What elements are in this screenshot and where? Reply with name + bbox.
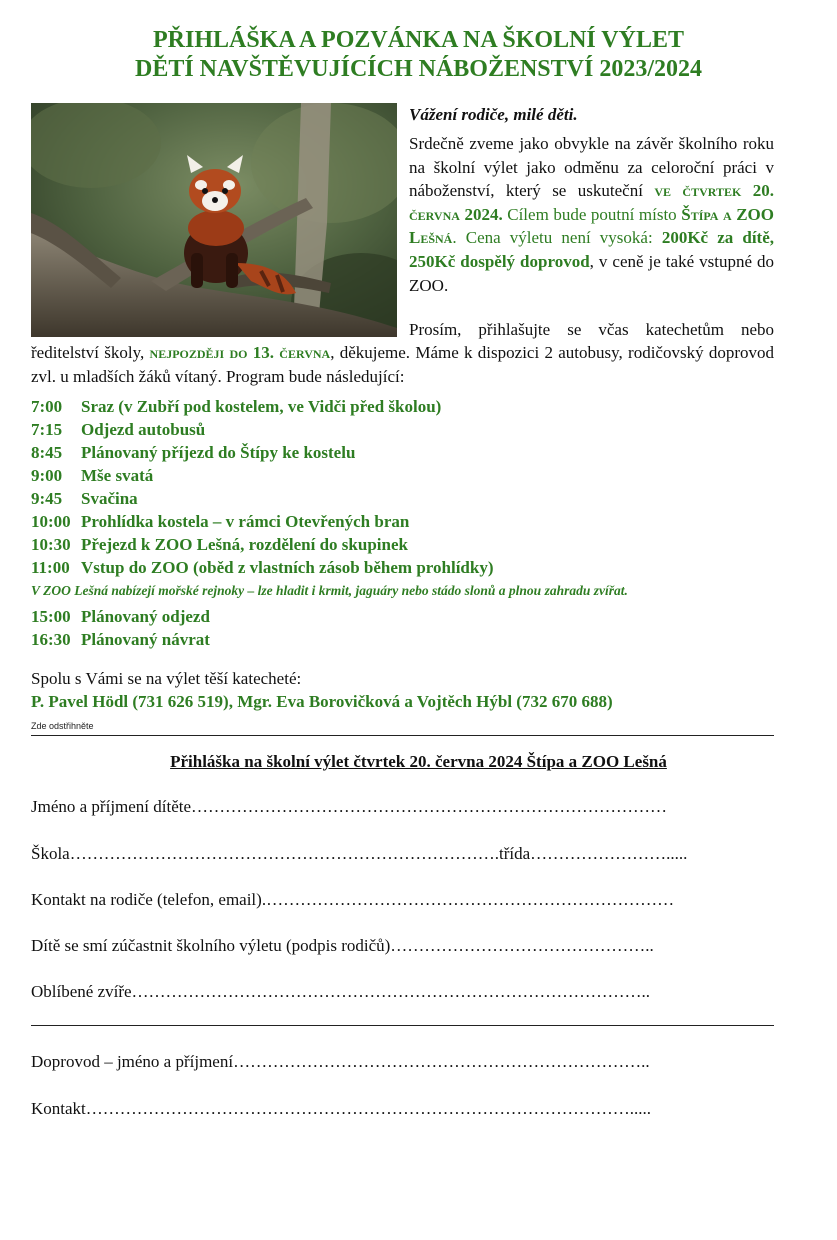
schedule-row <box>31 418 791 441</box>
trip-destination: Štípa a ZOO Lešná <box>409 204 774 248</box>
schedule-row <box>31 628 791 651</box>
escort-contact-field[interactable]: Kontakt……………………………………………………………………………………..... <box>31 1099 652 1118</box>
intro-text: Srdečně zveme jako obvykle na závěr školního roku na školní výlet jako odměnu za celoroční práci v náboženství, který se uskuteční <box>409 134 774 201</box>
schedule-text: Svačina <box>81 489 138 508</box>
page-title <box>0 26 837 84</box>
registration-deadline: nejpozději do 13. června <box>149 343 331 363</box>
registration-paragraph <box>31 318 774 388</box>
parent-consent-field[interactable]: Dítě se smí zúčastnit školního výletu (podpis rodičů)……………………………………….. <box>31 936 654 955</box>
intro-price-lead: . Cena výletu není vysoká: <box>452 228 662 248</box>
title-line-2: DĚTÍ NAVŠTĚVUJÍCÍCH NÁBOŽENSTVÍ 2023/2024 <box>134 56 702 82</box>
trip-price: 200Kč za dítě, 250Kč dospělý doprovod <box>409 228 775 271</box>
form-divider <box>31 1025 774 1026</box>
schedule-row <box>31 487 791 510</box>
schedule-row <box>31 441 791 464</box>
schedule-text: Plánovaný odjezd <box>81 607 210 626</box>
schedule-text: Plánovaný příjezd do Štípy ke kostelu <box>81 443 356 462</box>
escort-name-field[interactable]: Doprovod – jméno a příjmení……………………………………………………………….. <box>31 1052 650 1071</box>
schedule-row <box>31 605 791 628</box>
schedule-text: Vstup do ZOO (oběd z vlastních zásob během prohlídky) <box>81 558 494 577</box>
schedule-time: 11:00 <box>31 558 70 577</box>
schedule-text: Prohlídka kostela – v rámci Otevřených bran <box>81 512 410 531</box>
schedule-time: 7:00 <box>31 397 63 416</box>
schedule-row <box>31 464 791 487</box>
schedule-text: Plánovaný návrat <box>81 630 210 649</box>
schedule-time: 7:15 <box>31 420 63 439</box>
catechist-contacts: P. Pavel Hödl (731 626 519), Mgr. Eva Borovičková a Vojtěch Hýbl (732 670 688) <box>31 692 613 711</box>
greeting: Vážení rodiče, milé děti. <box>409 105 578 124</box>
registration-text-end: , děkujeme. Máme k dispozici 2 autobusy, rodičovský doprovod zvl. u mladších žáků vítaný. Program bude následující: <box>31 343 775 386</box>
form-title-text: Přihláška na školní výlet čtvrtek 20. června 2024 Štípa a ZOO Lešná <box>170 752 667 771</box>
title-line-1: PŘIHLÁŠKA A POZVÁNKA NA ŠKOLNÍ VÝLET <box>152 27 684 53</box>
schedule <box>31 395 791 651</box>
schedule-row <box>31 556 791 579</box>
registration-text: Prosím, přihlašujte se včas katechetům nebo ředitelství školy, <box>31 320 774 363</box>
zoo-note: V ZOO Lešná nabízejí mořské rejnoky – lze hladit i krmit, jaguáry nebo stádo slonů a plnou zahradu zvířat. <box>31 583 628 598</box>
parent-contact-field[interactable]: Kontakt na rodiče (telefon, email).……………………………………………………………… <box>31 890 675 909</box>
trip-date: ve čtvrtek 20. června 2024. <box>409 181 774 224</box>
schedule-time: 16:30 <box>31 630 71 649</box>
schedule-text: Přejezd k ZOO Lešná, rozdělení do skupinek <box>81 535 408 554</box>
school-class-field[interactable]: Škola………………………………………………………………….třída……………………..... <box>31 844 688 863</box>
schedule-time: 15:00 <box>31 607 71 626</box>
cut-line <box>31 735 774 736</box>
schedule-time: 10:00 <box>31 512 71 531</box>
schedule-text: Mše svatá <box>81 466 154 485</box>
schedule-time: 9:45 <box>31 489 63 508</box>
schedule-time: 8:45 <box>31 443 63 462</box>
form-title <box>0 750 837 773</box>
schedule-row <box>31 395 791 418</box>
intro-destination-text: Cílem bude poutní místo <box>502 204 682 224</box>
schedule-row <box>31 533 791 556</box>
schedule-time: 10:30 <box>31 535 71 554</box>
red-panda-photo <box>31 103 397 337</box>
child-name-field[interactable]: Jméno a příjmení dítěte………………………………………………………………………… <box>31 797 668 816</box>
schedule-text: Odjezd autobusů <box>81 420 206 439</box>
schedule-time: 9:00 <box>31 466 63 485</box>
schedule-row <box>31 510 791 533</box>
favorite-animal-field[interactable]: Oblíbené zvíře……………………………………………………………………………….. <box>31 982 651 1001</box>
cut-here-label: Zde odstřihněte <box>31 721 94 731</box>
intro-price-note: , v ceně je také vstupné do ZOO. <box>409 251 774 295</box>
intro-paragraph <box>409 132 774 297</box>
schedule-text: Sraz (v Zubří pod kostelem, ve Vidči před školou) <box>81 397 442 416</box>
closing-text: Spolu s Vámi se na výlet těší katecheté: <box>31 669 302 688</box>
